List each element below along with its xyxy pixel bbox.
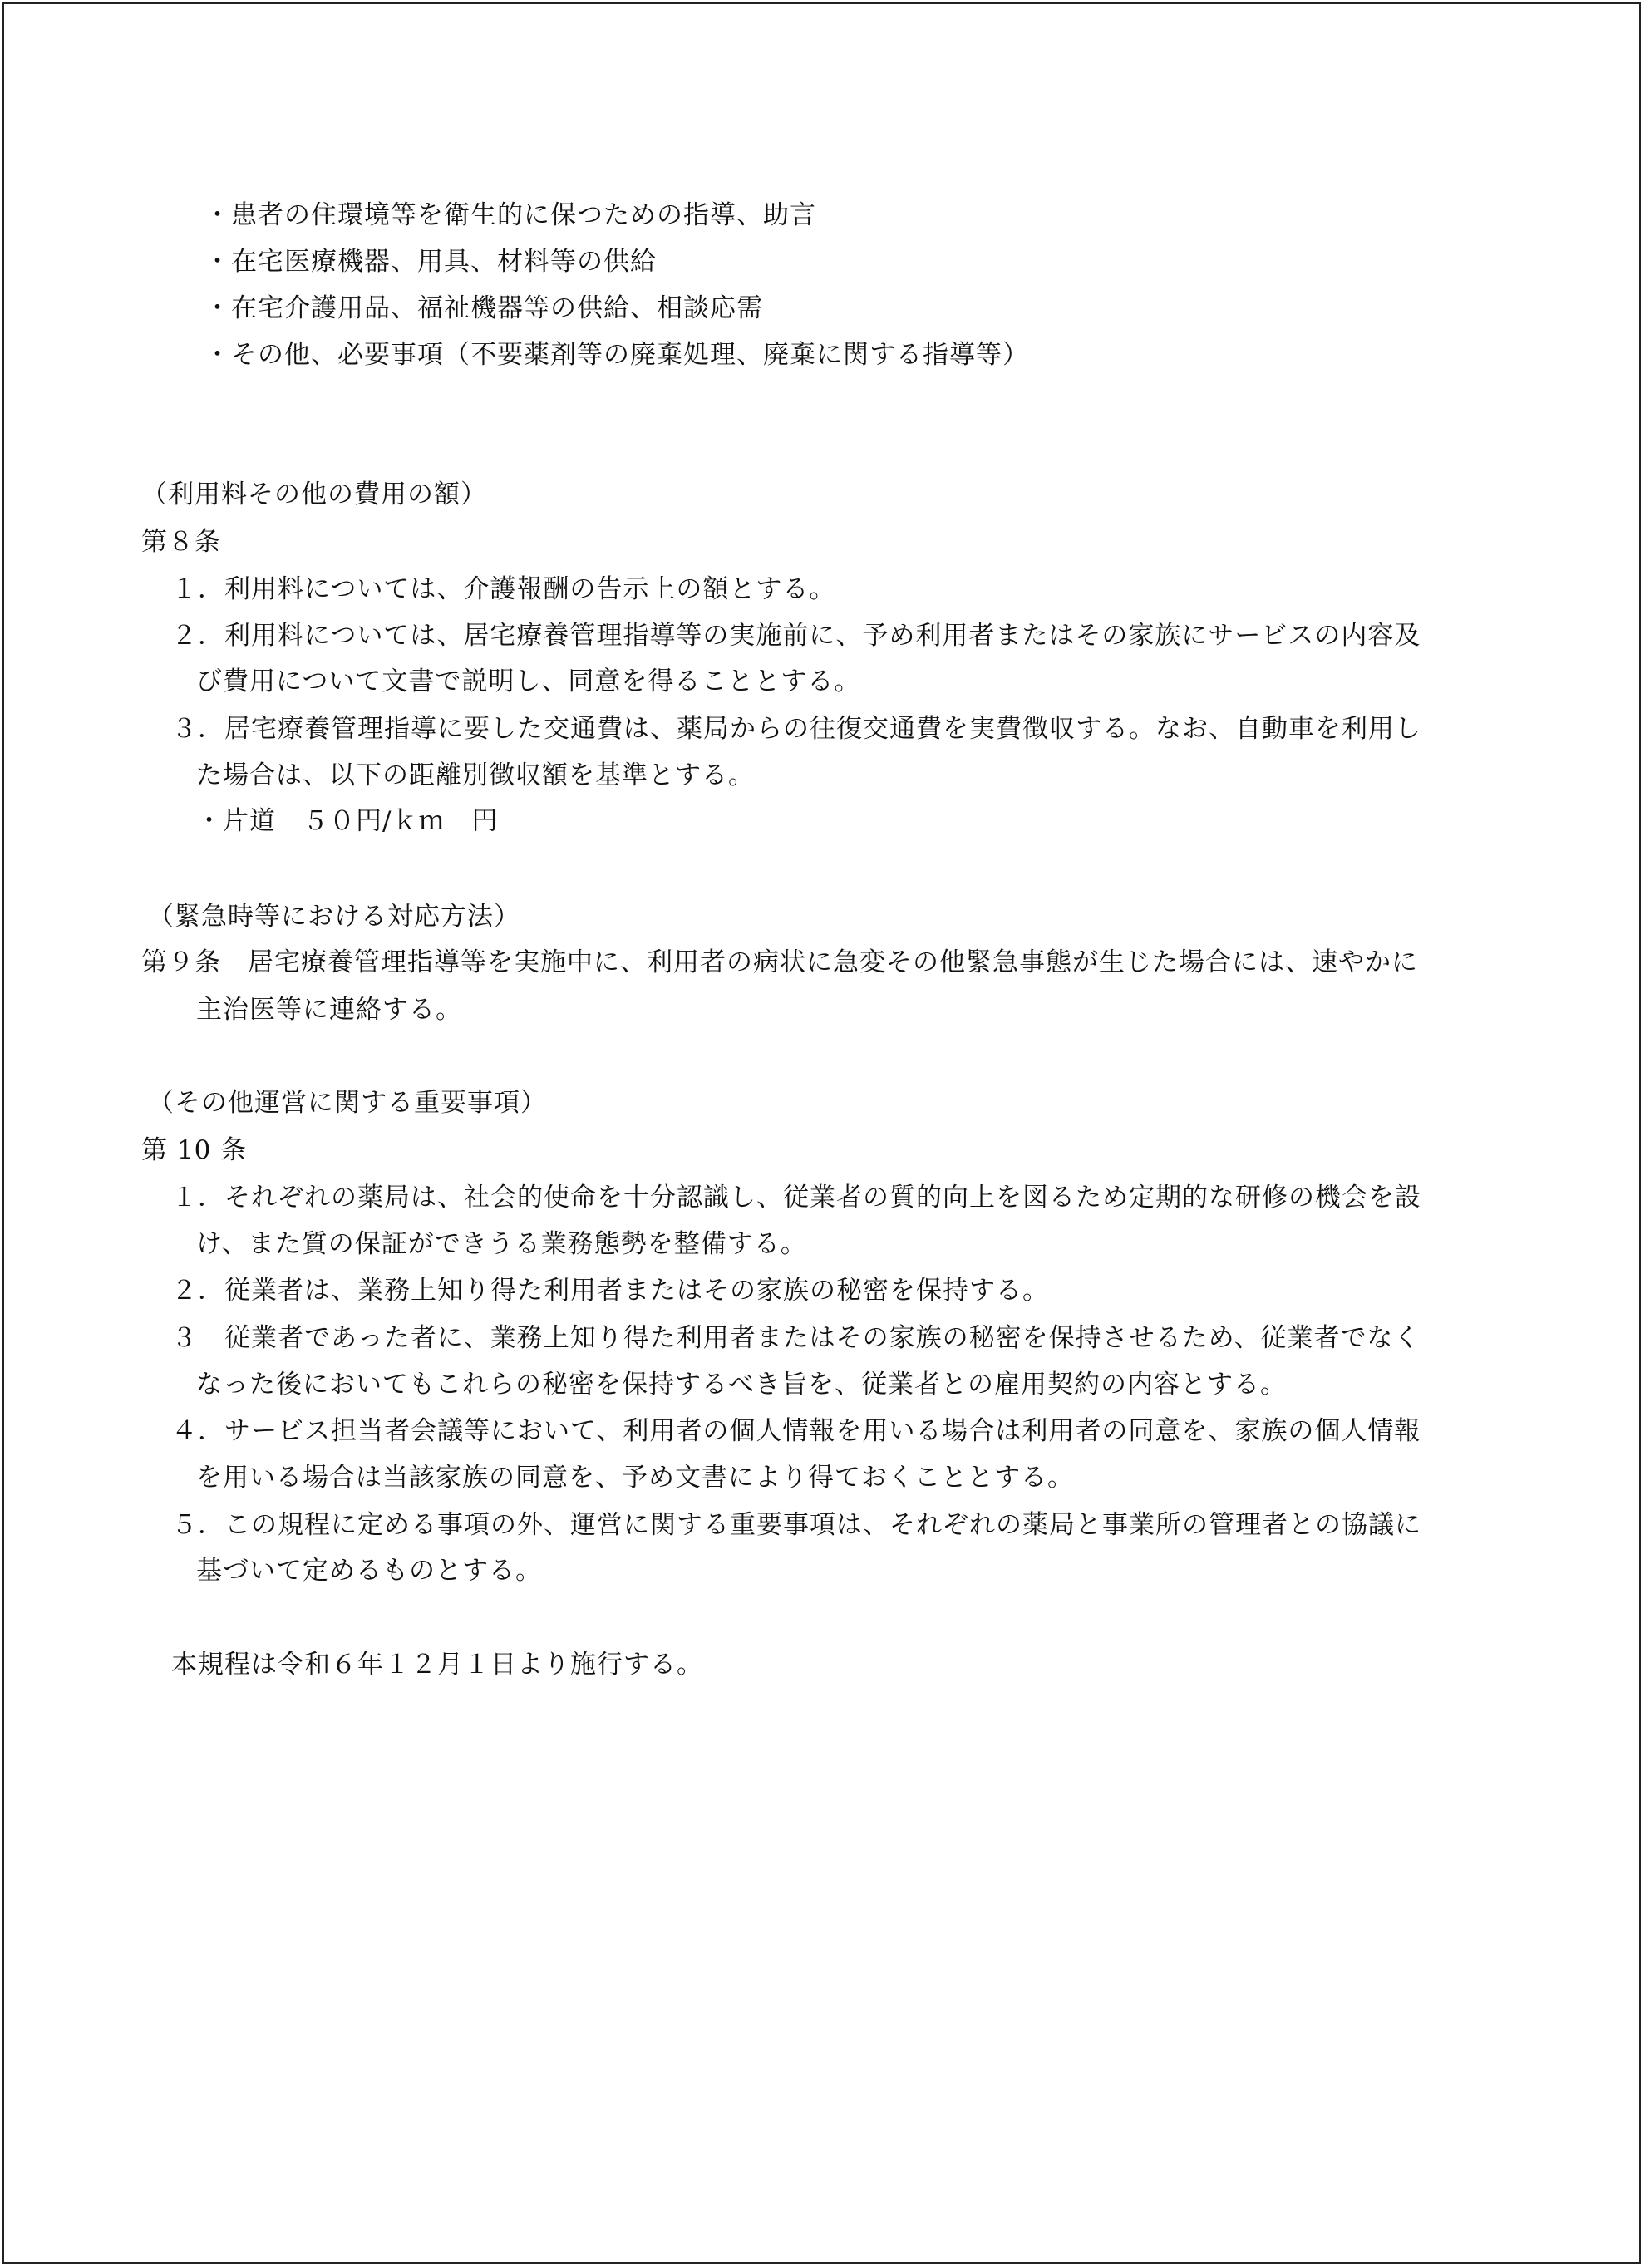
article10-item5-line1: ５．この規程に定める事項の外、運営に関する重要事項は、それぞれの薬局と事業所の管理者との協議に	[171, 1510, 1421, 1540]
article8-title: 第８条	[141, 527, 221, 557]
article10-item1-line2: け、また質の保証ができうる業務態勢を整備する。	[196, 1229, 807, 1259]
article8-item1: １．利用料については、介護報酬の告示上の額とする。	[171, 574, 836, 604]
article8-item3-line2: た場合は、以下の距離別徴収額を基準とする。	[196, 760, 755, 790]
article10-item3-line2: なった後においてもこれらの秘密を保持するべき旨を、従業者との雇用契約の内容とする。	[196, 1370, 1287, 1400]
bullet-item: ・その他、必要事項（不要薬剤等の廃棄処理、廃棄に関する指導等）	[204, 340, 1029, 370]
article10-item4-line1: ４．サービス担当者会議等において、利用者の個人情報を用いる場合は利用者の同意を、家族の個人情報	[171, 1416, 1421, 1446]
article9-line2: 主治医等に連絡する。	[196, 995, 462, 1025]
bullet-item: ・在宅医療機器、用具、材料等の供給	[204, 247, 657, 277]
article10-heading: （その他運営に関する重要事項）	[148, 1088, 547, 1118]
article10-item2: ２．従業者は、業務上知り得た利用者またはその家族の秘密を保持する。	[171, 1276, 1049, 1306]
bullet-item: ・在宅介護用品、福祉機器等の供給、相談応需	[204, 293, 763, 323]
article8-item2-line2: び費用について文書で説明し、同意を得ることとする。	[196, 667, 861, 696]
article10-item4-line2: を用いる場合は当該家族の同意を、予め文書により得ておくこととする。	[196, 1463, 1074, 1493]
article9-line1: 第９条 居宅療養管理指導等を実施中に、利用者の病状に急変その他緊急事態が生じた場合には、速やかに	[141, 947, 1418, 977]
article8-item2-line1: ２．利用料については、居宅療養管理指導等の実施前に、予め利用者またはその家族にサービスの内容及	[171, 621, 1421, 651]
article10-item5-line2: 基づいて定めるものとする。	[196, 1556, 542, 1586]
article8-heading: （利用料その他の費用の額）	[141, 480, 487, 509]
article9-heading: （緊急時等における対応方法）	[148, 902, 520, 932]
article8-item3-line1: ３．居宅療養管理指導に要した交通費は、薬局からの往復交通費を実費徴収する。なお、自動車を利用し	[171, 714, 1421, 744]
article10-title: 第 10 条	[141, 1135, 248, 1165]
article10-item1-line1: １．それぞれの薬局は、社会的使命を十分認識し、従業者の質的向上を図るため定期的な研修の機会を設	[171, 1183, 1421, 1213]
article8-fare: ・片道 ５０円/ｋｍ 円	[196, 806, 499, 836]
effective-date: 本規程は令和６年１２月１日より施行する。	[171, 1650, 703, 1680]
bullet-item: ・患者の住環境等を衛生的に保つための指導、助言	[204, 200, 816, 230]
article10-item3-line1: ３ 従業者であった者に、業務上知り得た利用者またはその家族の秘密を保持させるため、従業者でなく	[171, 1323, 1421, 1353]
